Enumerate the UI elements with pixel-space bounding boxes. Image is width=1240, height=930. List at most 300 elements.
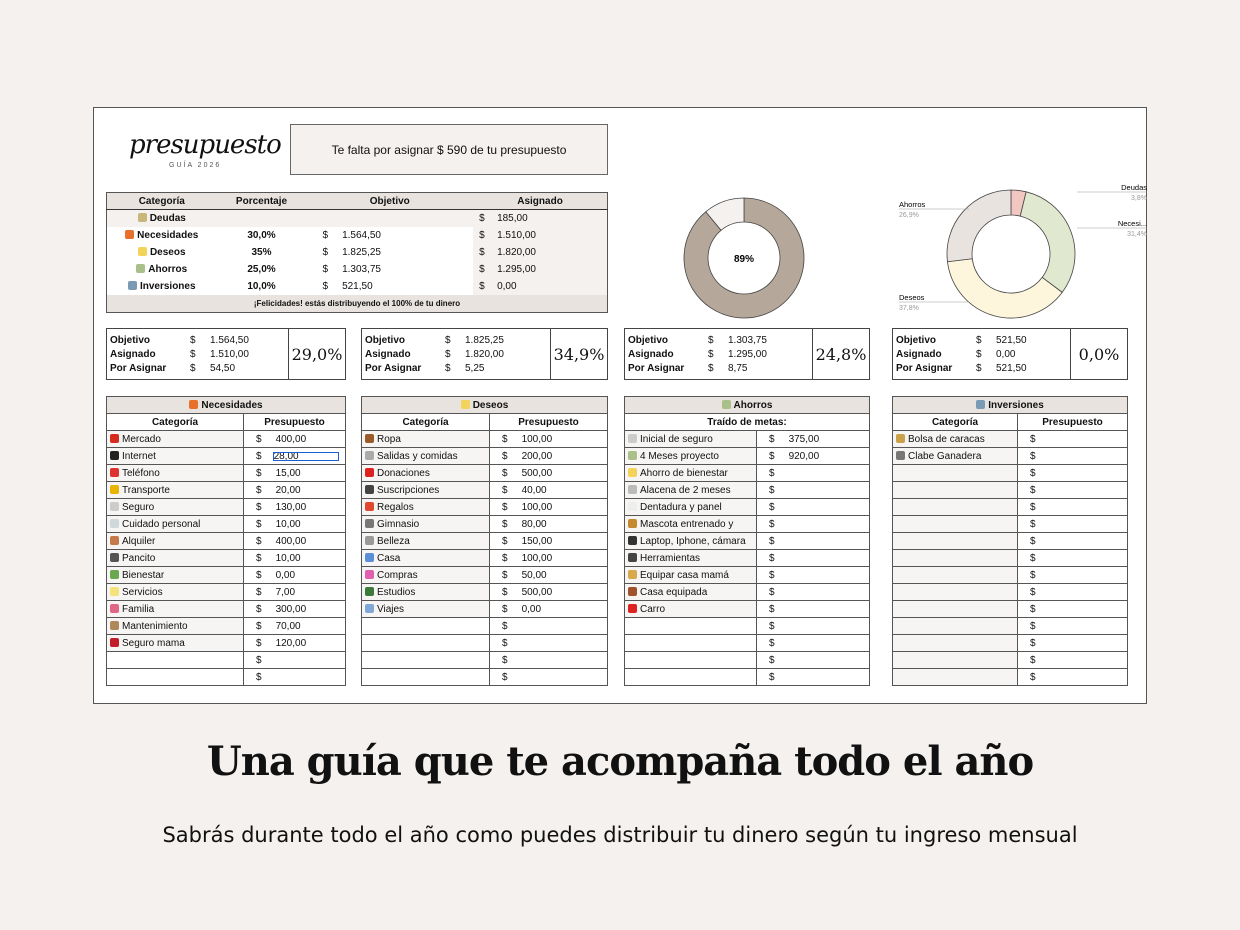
category-cell[interactable] [362,601,490,618]
budget-cell[interactable] [244,550,346,567]
category-cell[interactable] [893,618,1018,635]
column-header: Presupuesto [1018,414,1128,431]
currency-symbol: $ [190,334,196,346]
wand-icon [365,536,374,545]
category-cell[interactable] [893,516,1018,533]
table-row [107,601,346,618]
budget-cell[interactable] [757,533,870,550]
percent-cell: 10,0% [217,278,307,295]
category-cell[interactable] [893,635,1018,652]
table-row [362,635,608,652]
category-name: Laptop, Iphone, cámara [640,535,746,547]
budget-cell[interactable] [490,635,608,652]
table-row [893,567,1128,584]
budget-cell[interactable] [244,448,346,465]
currency-symbol: $ [256,552,262,564]
money-wings-icon [628,451,637,460]
table-row [893,550,1128,567]
table-row [107,516,346,533]
category-cell[interactable] [893,601,1018,618]
table-row [625,499,870,516]
budget-cell[interactable] [490,431,608,448]
budget-cell[interactable] [757,567,870,584]
table-row [625,652,870,669]
column-header: Categoría [107,414,244,431]
budget-cell[interactable] [1018,482,1128,499]
currency-symbol: $ [479,229,485,241]
category-cell[interactable] [107,584,244,601]
currency-symbol: $ [502,450,508,462]
category-cell[interactable] [107,533,244,550]
table-row [362,584,608,601]
budget-cell[interactable] [757,618,870,635]
currency-symbol: $ [502,535,508,547]
category-cell[interactable] [362,431,490,448]
budget-cell[interactable] [1018,652,1128,669]
category-cell[interactable] [625,516,757,533]
card-value: 5,25 [465,362,485,374]
currency-symbol: $ [502,484,508,496]
category-cell[interactable] [362,482,490,499]
budget-cell[interactable] [757,635,870,652]
card-value: 521,50 [996,334,1027,346]
budget-cell[interactable] [1018,618,1128,635]
budget-amount: 300,00 [275,603,307,615]
currency-symbol: $ [769,518,775,530]
category-cell[interactable] [625,584,757,601]
table-row [362,431,608,448]
category-cell [107,278,217,295]
category-name: Gimnasio [377,518,420,530]
table-row [107,533,346,550]
budget-cell[interactable] [244,652,346,669]
category-cell[interactable] [107,482,244,499]
card-value: 1.825,25 [465,334,504,346]
category-cell[interactable] [625,465,757,482]
budget-cell[interactable] [244,669,346,686]
legend-label: Ahorros [899,200,926,209]
budget-cell[interactable] [244,635,346,652]
boot-icon [365,434,374,443]
category-name: Necesidades [137,229,199,241]
budget-cell[interactable] [757,601,870,618]
budget-cell[interactable] [1018,669,1128,686]
budget-cell[interactable] [490,669,608,686]
category-cell[interactable] [107,567,244,584]
table-row [362,669,608,686]
budget-cell[interactable] [757,448,870,465]
budget-cell[interactable] [244,516,346,533]
table-row [107,499,346,516]
category-cell[interactable] [362,465,490,482]
budget-table-necesidades [106,396,346,686]
card-percentage: 24,8% [812,329,869,379]
table-title-text: Necesidades [201,399,263,411]
dumbbell-icon [365,519,374,528]
budget-cell[interactable] [244,499,346,516]
budget-cell[interactable] [490,499,608,516]
phone-icon [628,536,637,545]
category-cell[interactable] [893,652,1018,669]
currency-symbol: $ [479,212,485,224]
logo-subtitle: GUÍA 2026 [169,162,222,169]
car-icon [628,604,637,613]
budget-cell[interactable] [490,567,608,584]
budget-amount: 0,00 [275,569,296,581]
card-value: 0,00 [996,348,1016,360]
table-title-text: Deseos [472,399,509,411]
category-name: Carro [640,603,666,615]
category-cell[interactable] [625,618,757,635]
table-row [625,431,870,448]
donut-slice-ahorros [947,190,1011,262]
card-label: Objetivo [110,334,151,346]
category-cell[interactable] [893,465,1018,482]
currency-symbol: $ [256,535,262,547]
currency-symbol: $ [1030,671,1036,683]
budget-cell[interactable] [757,652,870,669]
budget-cell[interactable] [757,482,870,499]
table-row [107,465,346,482]
category-cell[interactable] [107,516,244,533]
budget-cell[interactable] [1018,550,1128,567]
category-cell[interactable] [625,550,757,567]
computer-icon [110,451,119,460]
table-title [893,397,1128,414]
currency-symbol: $ [445,334,451,346]
category-cell[interactable] [362,669,490,686]
currency-symbol: $ [502,637,508,649]
objective-cell: 1.825,25 [328,244,473,261]
category-cell[interactable] [625,499,757,516]
budget-amount: 15,00 [275,467,301,479]
gift-icon [365,502,374,511]
budget-cell[interactable] [244,482,346,499]
table-row [893,482,1128,499]
table-row [625,448,870,465]
category-name: 4 Meses proyecto [640,450,719,462]
table-row [107,567,346,584]
category-cell[interactable] [893,482,1018,499]
budget-cell[interactable] [490,618,608,635]
category-name: Bolsa de caracas [908,433,985,445]
currency-symbol: $ [1030,603,1036,615]
bank-icon [128,281,137,290]
currency-symbol: $ [502,518,508,530]
category-cell[interactable] [625,482,757,499]
currency-symbol: $ [256,518,262,530]
currency-symbol: $ [1030,518,1036,530]
budget-cell[interactable] [244,618,346,635]
category-cell[interactable] [107,652,244,669]
budget-cell[interactable] [1018,635,1128,652]
table-row [893,516,1128,533]
table-row [625,601,870,618]
table-row [625,635,870,652]
currency-symbol: $ [1030,433,1036,445]
currency-symbol: $ [769,586,775,598]
budget-cell[interactable] [244,601,346,618]
budget-cell[interactable] [1018,448,1128,465]
budget-cell[interactable] [1018,516,1128,533]
category-name: Casa [377,552,401,564]
currency-symbol: $ [190,348,196,360]
apple-icon [110,434,119,443]
currency-symbol: $ [256,450,262,462]
table-row [893,601,1128,618]
table-title [362,397,608,414]
table-row [362,652,608,669]
category-cell[interactable] [107,635,244,652]
currency-symbol: $ [1030,552,1036,564]
currency-symbol: $ [190,362,196,374]
budget-cell[interactable] [244,533,346,550]
budget-cell[interactable] [1018,431,1128,448]
table-row [625,567,870,584]
currency-symbol: $ [445,348,451,360]
category-cell[interactable] [362,652,490,669]
currency-symbol: $ [502,569,508,581]
category-cell[interactable] [625,635,757,652]
microphone-icon [628,553,637,562]
budget-cell[interactable] [490,652,608,669]
budget-cell[interactable] [1018,499,1128,516]
category-cell[interactable] [362,533,490,550]
table-row [362,448,608,465]
category-name: Inversiones [139,280,196,292]
card-percentage: 34,9% [550,329,607,379]
category-cell[interactable] [893,550,1018,567]
category-cell[interactable] [625,567,757,584]
category-cell[interactable] [893,499,1018,516]
budget-cell[interactable] [244,584,346,601]
category-cell[interactable] [625,669,757,686]
category-cell[interactable] [893,669,1018,686]
budget-amount: 7,00 [275,586,296,598]
table-row [893,448,1128,465]
budget-table-ahorros [624,396,870,686]
budget-cell[interactable] [757,516,870,533]
card-label: Objetivo [896,334,937,346]
budget-table-deseos [361,396,608,686]
budget-cell[interactable] [1018,584,1128,601]
category-cell[interactable] [107,448,244,465]
currency-symbol: $ [1030,654,1036,666]
table-title [107,397,346,414]
table-row [107,652,346,669]
table-title-text: Inversiones [988,399,1044,411]
percent-cell [217,210,307,227]
table-row [625,584,870,601]
category-cell[interactable] [893,567,1018,584]
budget-cell[interactable] [490,516,608,533]
budget-amount: 80,00 [521,518,547,530]
table-row [893,431,1128,448]
table-title-text: Ahorros [733,399,773,411]
category-name: Ahorro de bienestar [640,467,728,479]
table-row [625,482,870,499]
card-label: Por Asignar [365,362,422,374]
category-cell[interactable] [362,567,490,584]
category-cell[interactable] [362,584,490,601]
budget-cell[interactable] [1018,533,1128,550]
money-wings-icon [136,264,145,273]
carrot-icon [189,400,198,409]
tv-icon [365,485,374,494]
spreadsheet [93,107,1147,704]
budget-cell[interactable] [1018,465,1128,482]
currency-symbol: $ [502,467,508,479]
category-name: Ahorros [148,263,188,275]
budget-cell[interactable] [757,431,870,448]
currency-symbol: $ [769,671,775,683]
currency-symbol: $ [479,246,485,258]
percent-cell: 35% [217,244,307,261]
column-header: Asignado [473,193,607,210]
table-row [625,550,870,567]
legend-value: 3,8% [1131,195,1147,202]
category-cell[interactable] [625,448,757,465]
budget-cell[interactable] [244,431,346,448]
currency-symbol: $ [502,501,508,513]
legend-label: Deudas [1121,183,1147,192]
budget-cell[interactable] [490,550,608,567]
budget-cell[interactable] [244,465,346,482]
currency-symbol: $ [1030,620,1036,632]
cocktail-icon [365,451,374,460]
card-label: Asignado [896,348,942,360]
category-cell[interactable] [625,533,757,550]
budget-cell[interactable] [490,465,608,482]
summary-table [106,192,608,313]
table-row [107,482,346,499]
table-row [625,533,870,550]
budget-amount: 10,00 [275,518,301,530]
card-value: 1.564,50 [210,334,249,346]
budget-cell[interactable] [490,584,608,601]
currency-symbol: $ [1030,637,1036,649]
sparkles-icon [461,400,470,409]
table-row [362,482,608,499]
category-cell[interactable] [893,533,1018,550]
category-cell[interactable] [107,601,244,618]
assigned-cell: 185,00 [497,212,528,224]
category-summary-card [892,328,1128,380]
category-cell[interactable] [625,652,757,669]
category-name: Casa equipada [640,586,708,598]
budget-cell[interactable] [757,669,870,686]
budget-cell[interactable] [490,482,608,499]
paw-icon [110,553,119,562]
card-percentage: 29,0% [288,329,345,379]
budget-cell[interactable] [490,533,608,550]
budget-amount: 150,00 [521,535,553,547]
currency-symbol: $ [1030,586,1036,598]
subheadline: Sabrás durante todo el año como puedes distribuir tu dinero según tu ingreso mensual [162,823,1078,847]
budget-amount: 10,00 [275,552,301,564]
category-cell [107,227,217,244]
category-cell[interactable] [362,618,490,635]
category-cell[interactable] [107,499,244,516]
currency-symbol: $ [976,362,982,374]
category-name: Cuidado personal [122,518,201,530]
budget-cell[interactable] [244,567,346,584]
card-label: Asignado [110,348,156,360]
budget-cell[interactable] [757,584,870,601]
header-row [107,193,608,210]
column-header: Porcentaje [217,193,307,210]
category-cell[interactable] [362,635,490,652]
column-header: Presupuesto [490,414,608,431]
table-row [893,499,1128,516]
category-cell[interactable] [107,550,244,567]
category-cell[interactable] [107,669,244,686]
category-cell[interactable] [362,516,490,533]
table-row [893,533,1128,550]
category-cell[interactable] [107,465,244,482]
currency-symbol: $ [256,637,262,649]
table-row [107,550,346,567]
category-cell[interactable] [107,431,244,448]
currency-symbol: $ [708,362,714,374]
carrot-icon [125,230,134,239]
category-cell[interactable] [362,499,490,516]
currency-symbol: $ [1030,450,1036,462]
card-label: Por Asignar [628,362,685,374]
category-name: Belleza [377,535,410,547]
budget-cell[interactable] [1018,601,1128,618]
currency-symbol: $ [769,603,775,615]
airplane-icon [365,604,374,613]
budget-cell[interactable] [757,499,870,516]
budget-cell[interactable] [490,448,608,465]
category-cell[interactable] [893,584,1018,601]
category-cell[interactable] [893,431,1018,448]
bulb-icon [110,587,119,596]
category-name: Viajes [377,603,405,615]
dog-icon [628,519,637,528]
budget-cell[interactable] [1018,567,1128,584]
assigned-cell: 1.295,00 [497,263,536,275]
category-name: Mantenimiento [122,620,188,632]
category-cell[interactable] [625,601,757,618]
card-value: 1.303,75 [728,334,767,346]
summary-row [107,278,608,295]
objective-cell [328,210,473,227]
currency-symbol: $ [769,467,775,479]
table-row [362,465,608,482]
category-cell[interactable] [893,448,1018,465]
card-label: Objetivo [365,334,406,346]
currency-symbol: $ [769,637,775,649]
card-value: 8,75 [728,362,748,374]
page-icon [110,502,119,511]
category-cell[interactable] [107,618,244,635]
budget-cell[interactable] [490,601,608,618]
budget-cell[interactable] [757,465,870,482]
currency-symbol: $ [769,433,775,445]
budget-amount: 40,00 [521,484,547,496]
category-cell[interactable] [625,431,757,448]
percent-cell: 30,0% [217,227,307,244]
category-cell[interactable] [362,448,490,465]
legend-label: Deseos [899,293,925,302]
budget-cell[interactable] [757,550,870,567]
table-row [893,465,1128,482]
currency-symbol: $ [307,261,329,278]
currency-symbol: $ [1030,484,1036,496]
category-cell[interactable] [362,550,490,567]
